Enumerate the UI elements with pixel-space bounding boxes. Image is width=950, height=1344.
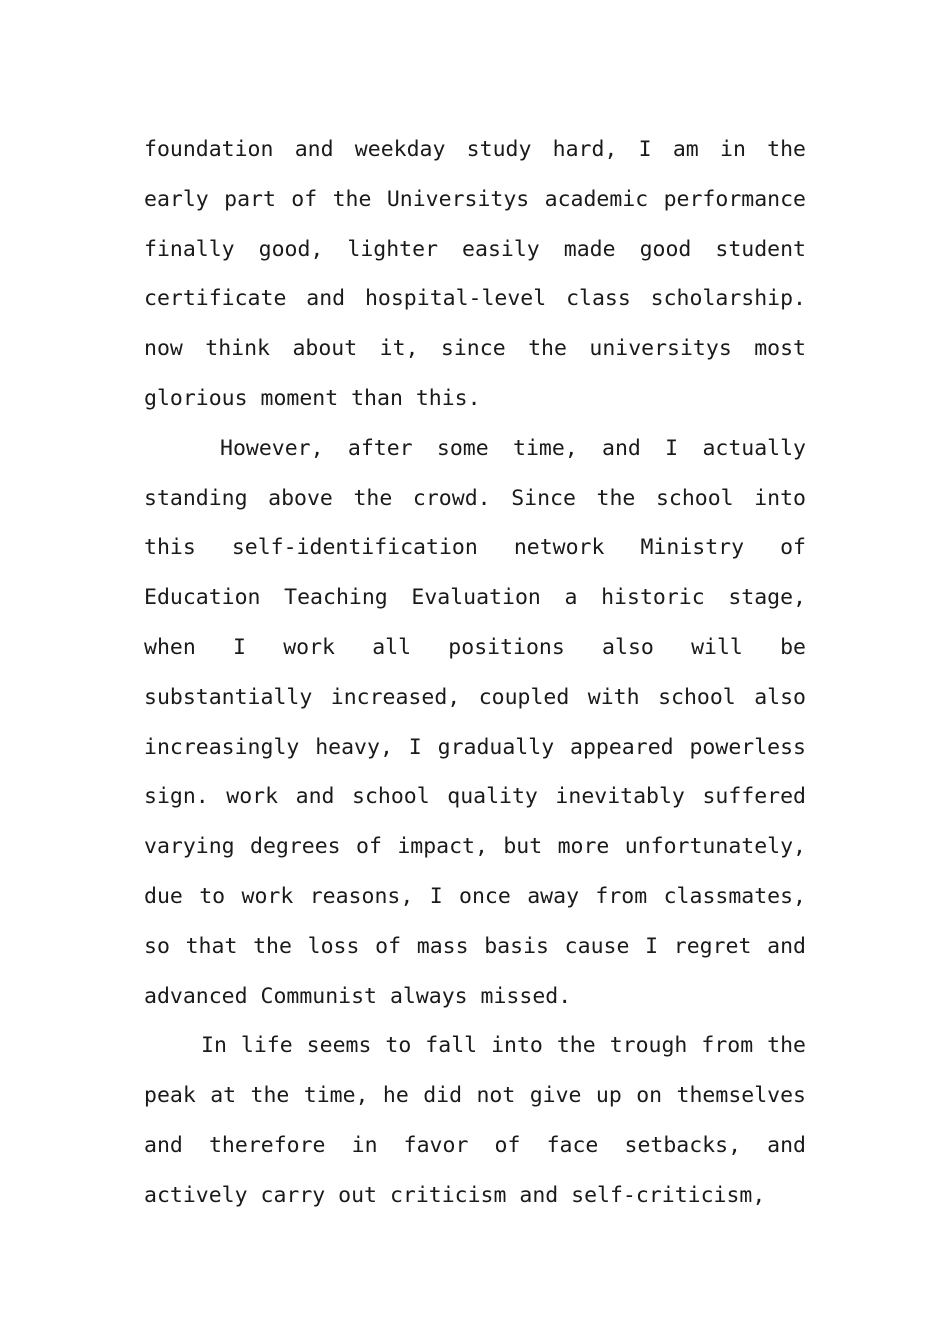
paragraph-1: foundation and weekday study hard, I am in the early part of the Universitys academic performance finally good, lighter easily made good student certificate and hospital-level class scholarship. now think about it, since the universitys most glorious moment than this. [144,137,806,411]
body-text [144,125,806,1221]
paragraph-2: However, after some time, and I actually standing above the crowd. Since the school into this self-identification network Ministry of Education Teaching Evaluation a historic stage, when I work all positions also will be substantially increased, coupled with school also increasingly heavy, I gradually appeared powerless sign. work and school quality inevitably suffered varying degrees of impact, but more unfortunately, due to work reasons, I once away from classmates, so that the loss of mass basis cause I regret and advanced Communist always missed. [144,435,806,1009]
paragraph-3: In life seems to fall into the trough from the peak at the time, he did not give up on themselves and therefore in favor of face setbacks, and actively carry out criticism and self-criticism, [144,1033,806,1208]
